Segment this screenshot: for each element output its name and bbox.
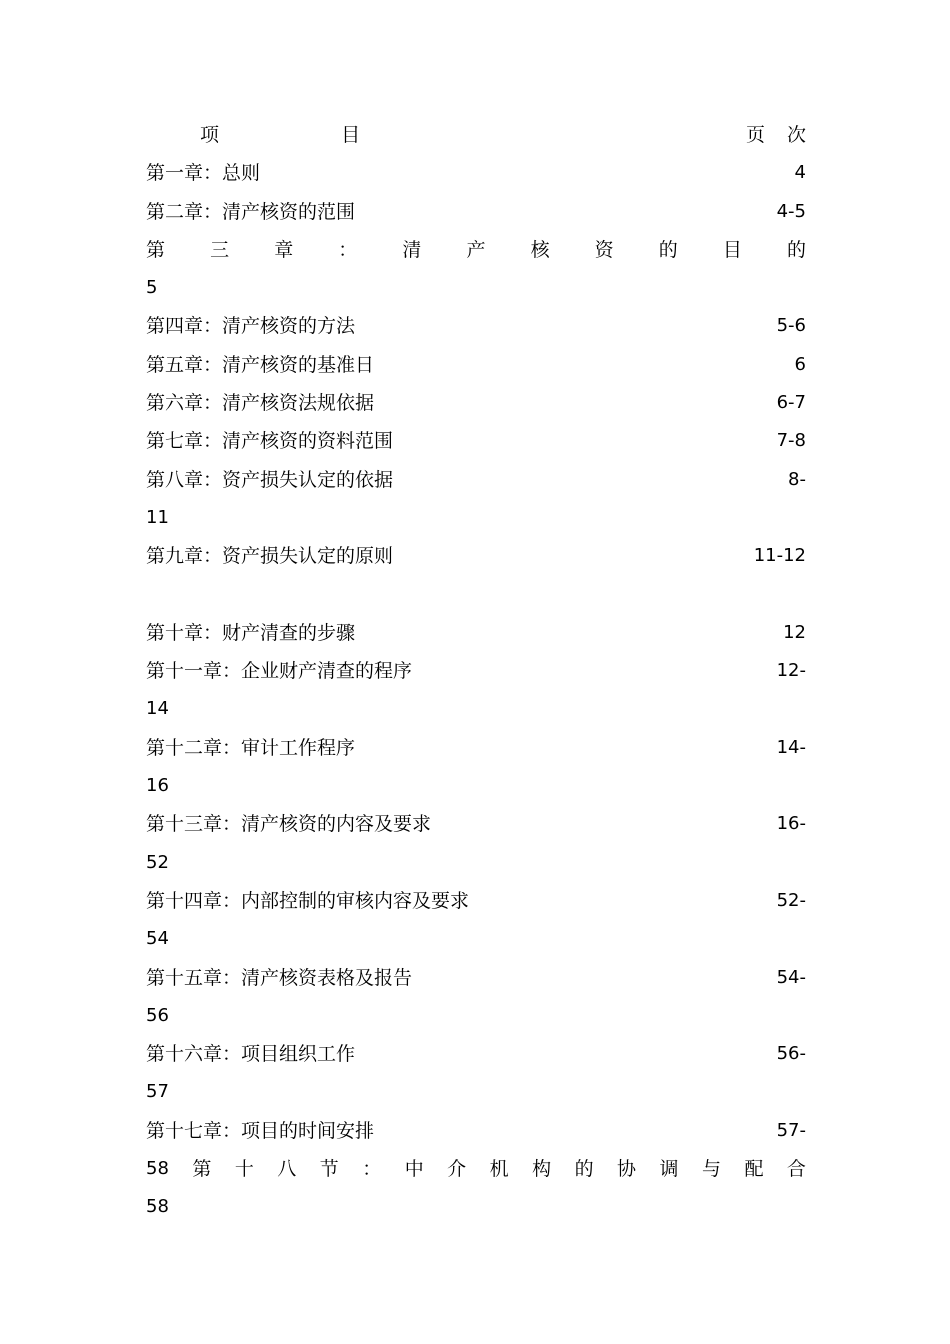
toc-entry-pages: 7-8 bbox=[776, 430, 806, 452]
title-char: 构 bbox=[532, 1158, 552, 1181]
toc-entry-pages: 12 bbox=[783, 621, 806, 643]
title-char: 产 bbox=[466, 238, 486, 261]
toc-entry-pages: 4-5 bbox=[776, 200, 806, 222]
toc-entry bbox=[146, 154, 806, 192]
title-char: 协 bbox=[617, 1158, 637, 1181]
toc-entry bbox=[146, 1112, 806, 1150]
title-char: 清 bbox=[402, 238, 422, 261]
toc-entry-pages-end: 14 bbox=[146, 698, 169, 720]
toc-entry-pages-start: 12- bbox=[776, 660, 806, 682]
toc-entry-pages: 6-7 bbox=[776, 392, 806, 414]
toc-entry-pages-start: 8- bbox=[788, 468, 806, 490]
title-char: 中 bbox=[404, 1158, 424, 1181]
toc-entry-pages-line bbox=[146, 499, 806, 537]
title-char: 资 bbox=[594, 238, 614, 261]
blank-line bbox=[146, 576, 806, 614]
title-char: 介 bbox=[447, 1158, 467, 1181]
toc-entry-pages-line bbox=[146, 269, 806, 307]
header-page-label: 页 次 bbox=[745, 124, 814, 146]
toc-entry-pages: 11-12 bbox=[753, 545, 806, 567]
table-of-contents bbox=[146, 116, 814, 1227]
toc-entry bbox=[146, 959, 806, 997]
toc-entry-pages-line bbox=[146, 920, 806, 958]
title-char: ： bbox=[338, 238, 358, 261]
title-char: 机 bbox=[489, 1158, 509, 1181]
toc-entry bbox=[146, 461, 806, 499]
toc-entry bbox=[146, 537, 806, 575]
toc-entry-pages: 4 bbox=[794, 162, 806, 184]
toc-entry-title: 第五章：清产核资的基准日 bbox=[146, 353, 375, 376]
toc-entry-title: 第六章：清产核资法规依据 bbox=[146, 392, 375, 415]
toc-entry bbox=[146, 422, 806, 460]
title-char: 三 bbox=[210, 238, 230, 261]
toc-entry-pages-start: 52- bbox=[776, 889, 806, 911]
toc-entry bbox=[146, 346, 806, 384]
title-char: 的 bbox=[786, 238, 806, 261]
title-char: 的 bbox=[574, 1158, 594, 1181]
toc-entry-pages-end: 57 bbox=[146, 1081, 169, 1103]
title-char: 调 bbox=[659, 1158, 679, 1181]
toc-entry-spread bbox=[146, 231, 806, 269]
toc-entry-pages-line bbox=[146, 767, 806, 805]
toc-entry-title: 第十四章：内部控制的审核内容及要求 bbox=[146, 889, 470, 912]
toc-entry-pages: 6 bbox=[794, 353, 806, 375]
toc-entry bbox=[146, 652, 806, 690]
title-char: 第 bbox=[192, 1158, 212, 1181]
title-char: 节 bbox=[319, 1158, 339, 1181]
toc-entry bbox=[146, 729, 806, 767]
toc-entry-title: 第十一章：企业财产清查的程序 bbox=[146, 660, 413, 683]
toc-entry-title: 第十七章：项目的时间安排 bbox=[146, 1119, 375, 1142]
toc-entry-pages-start: 56- bbox=[776, 1043, 806, 1065]
toc-entry-title: 第八章：资产损失认定的依据 bbox=[146, 468, 394, 491]
title-char: 第 bbox=[146, 238, 166, 261]
toc-header bbox=[146, 116, 814, 154]
toc-entry-pages-line bbox=[146, 690, 806, 728]
header-item-char-1: 项 bbox=[200, 124, 222, 146]
toc-entry bbox=[146, 307, 806, 345]
toc-entry-pages-end: 54 bbox=[146, 928, 169, 950]
title-char: 合 bbox=[786, 1158, 806, 1181]
toc-entry-pages-end: 58 bbox=[146, 1158, 169, 1180]
toc-entry-title: 第十六章：项目组织工作 bbox=[146, 1043, 356, 1066]
toc-entry-title: 第十三章：清产核资的内容及要求 bbox=[146, 813, 432, 836]
toc-entry-title: 第一章：总则 bbox=[146, 162, 261, 185]
toc-entry-title: 第十二章：审计工作程序 bbox=[146, 736, 356, 759]
toc-entry-pages-end: 16 bbox=[146, 775, 169, 797]
toc-entry-title: 第七章：清产核资的资料范围 bbox=[146, 430, 394, 453]
toc-entry-pages-start: 57- bbox=[776, 1119, 806, 1141]
toc-entry-title: 第十五章：清产核资表格及报告 bbox=[146, 966, 413, 989]
toc-entry-pages-line bbox=[146, 844, 806, 882]
toc-entry bbox=[146, 1035, 806, 1073]
toc-entry bbox=[146, 193, 806, 231]
toc-entry-pages-line bbox=[146, 997, 806, 1035]
toc-entry-title: 第二章：清产核资的范围 bbox=[146, 200, 356, 223]
toc-entry bbox=[146, 805, 806, 843]
toc-entry-pages-end: 11 bbox=[146, 506, 169, 528]
title-char: 十 bbox=[234, 1158, 254, 1181]
title-char: 核 bbox=[530, 238, 550, 261]
toc-entry bbox=[146, 384, 806, 422]
toc-entry-pages-start: 54- bbox=[776, 966, 806, 988]
toc-entry-pages-line bbox=[146, 1188, 806, 1226]
toc-entry-pages-start: 16- bbox=[776, 813, 806, 835]
toc-entry-title: 第四章：清产核资的方法 bbox=[146, 315, 356, 338]
toc-entry-pages-end: 52 bbox=[146, 851, 169, 873]
toc-entry bbox=[146, 882, 806, 920]
header-item-char-2: 目 bbox=[341, 124, 361, 146]
title-char: 章 bbox=[274, 238, 294, 261]
title-char: 目 bbox=[722, 238, 742, 261]
toc-entry-spread bbox=[146, 1150, 806, 1188]
toc-entry-title: 第九章：资产损失认定的原则 bbox=[146, 545, 394, 568]
toc-entry-title-spread bbox=[146, 231, 806, 269]
toc-entry-pages: 5-6 bbox=[776, 315, 806, 337]
toc-entry-pages: 58 bbox=[146, 1196, 169, 1218]
title-char: 配 bbox=[744, 1158, 764, 1181]
title-char: ： bbox=[362, 1158, 382, 1181]
title-char: 与 bbox=[701, 1158, 721, 1181]
toc-entry-title-spread bbox=[146, 1150, 806, 1188]
toc-entry-pages-start: 14- bbox=[776, 736, 806, 758]
toc-entry-pages-end: 56 bbox=[146, 1004, 169, 1026]
toc-entry bbox=[146, 614, 806, 652]
toc-entry-pages-line bbox=[146, 1073, 806, 1111]
toc-entry-title: 第十章：财产清查的步骤 bbox=[146, 621, 356, 644]
title-char: 八 bbox=[277, 1158, 297, 1181]
toc-entry-pages: 5 bbox=[146, 277, 158, 299]
title-char: 的 bbox=[658, 238, 678, 261]
